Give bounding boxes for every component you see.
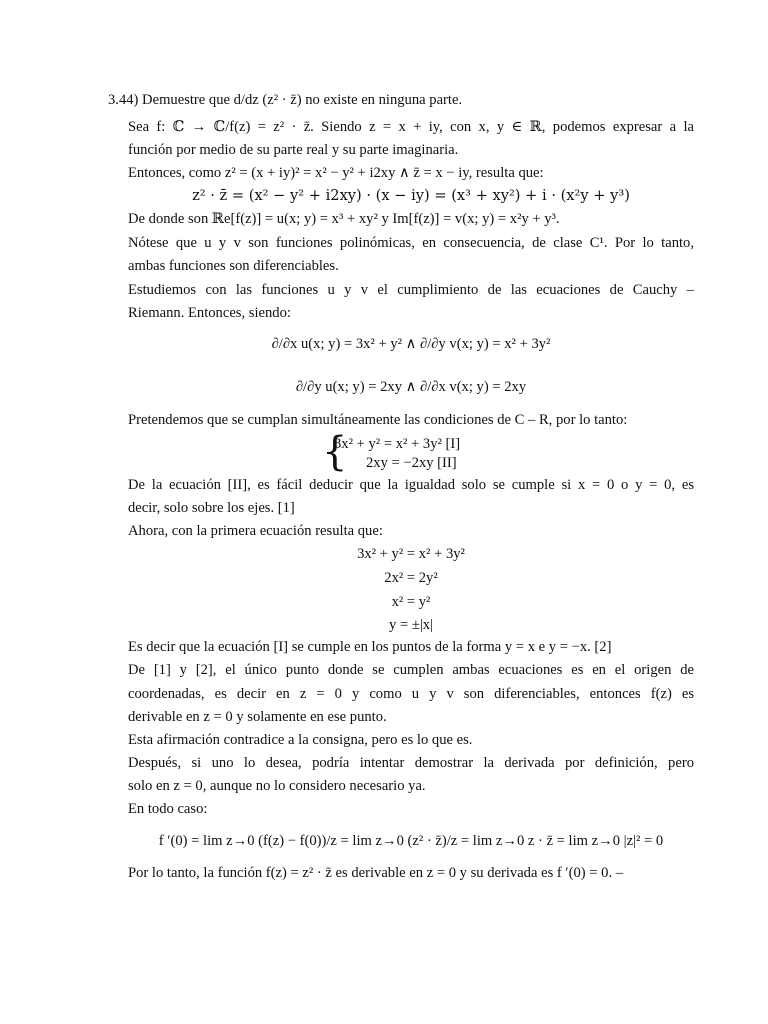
paragraph-7-line-1: De la ecuación [II], es fácil deducir que la igualdad solo se cumple si x = 0 o y = 0, es [128,477,694,493]
paragraph-2: Entonces, como z² = (x + iy)² = x² − y² + i2xy ∧ z̄ = x − iy, resulta que: [128,165,544,181]
paragraph-6: Pretendemos que se cumplan simultáneamente las condiciones de C – R, por lo tanto: [128,412,628,428]
paragraph-11: Esta afirmación contradice a la consigna, pero es lo que es. [128,732,473,748]
system-equation-1: 3x² + y² = x² + 3y² [I] [334,436,461,452]
paragraph-10-line-1: De [1] y [2], el único punto donde se cumplen ambas ecuaciones es en el origen de [128,662,694,678]
step-equation-1: 3x² + y² = x² + 3y² [357,546,465,562]
paragraph-13: En todo caso: [128,801,208,817]
cauchy-riemann-derivatives-1: ∂/∂x u(x; y) = 3x² + y² ∧ ∂/∂y v(x; y) = x² + 3y² [271,336,551,352]
limit-definition-equation: f ′(0) = lim z→0 (f(z) − f(0))/z = lim z→0 (z² · z̄)/z = lim z→0 z · z̄ = lim z→0 |z|² = 0 [158,833,664,849]
paragraph-9: Es decir que la ecuación [I] se cumple en los puntos de la forma y = x e y = −x. [2] [128,639,612,655]
paragraph-8: Ahora, con la primera ecuación resulta que: [128,523,383,539]
problem-heading: 3.44) Demuestre que d/dz (z² · z̄) no existe en ninguna parte. [108,92,463,108]
paragraph-1-line-1: Sea f: ℂ → ℂ/f(z) = z² · z̄. Siendo z = x + iy, con x, y ∈ ℝ, podemos expresar a la [128,119,694,135]
paragraph-10-line-3: derivable en z = 0 y solamente en ese punto. [128,709,387,725]
system-equation-2: 2xy = −2xy [II] [366,455,457,471]
paragraph-5-line-1: Estudiemos con las funciones u y v el cumplimiento de las ecuaciones de Cauchy – [128,282,694,298]
paragraph-14-conclusion: Por lo tanto, la función f(z) = z² · z̄ es derivable en z = 0 y su derivada es f ′(0) = 0. – [128,865,624,881]
paragraph-10-line-2: coordenadas, es decir en z = 0 y como u y v son diferenciables, entonces f(z) es [128,686,694,702]
step-equation-3: x² = y² [391,594,431,610]
step-equation-2: 2x² = 2y² [384,570,438,586]
step-equation-4: y = ±|x| [389,617,433,633]
paragraph-3: De donde son ℝe[f(z)] = u(x; y) = x³ + xy² y Im[f(z)] = v(x; y) = x²y + y³. [128,211,560,227]
system-brace: { [322,429,348,475]
paragraph-12-line-2: solo en z = 0, aunque no lo considero necesario ya. [128,778,426,794]
equation-product-expansion: z² · z̄ = (x² − y² + i2xy) · (x − iy) = (x³ + xy²) + i · (x²y + y³) [192,187,630,204]
paragraph-12-line-1: Después, si uno lo desea, podría intentar demostrar la derivada por definición, pero [128,755,694,771]
paragraph-5-line-2: Riemann. Entonces, siendo: [128,305,291,321]
paragraph-4-line-2: ambas funciones son diferenciables. [128,258,339,274]
paragraph-1-line-2: función por medio de su parte real y su parte imaginaria. [128,142,459,158]
paragraph-7-line-2: decir, solo sobre los ejes. [1] [128,500,295,516]
cauchy-riemann-derivatives-2: ∂/∂y u(x; y) = 2xy ∧ ∂/∂x v(x; y) = 2xy [295,379,527,395]
paragraph-4-line-1: Nótese que u y v son funciones polinómicas, en consecuencia, de clase C¹. Por lo tanto, [128,235,694,251]
